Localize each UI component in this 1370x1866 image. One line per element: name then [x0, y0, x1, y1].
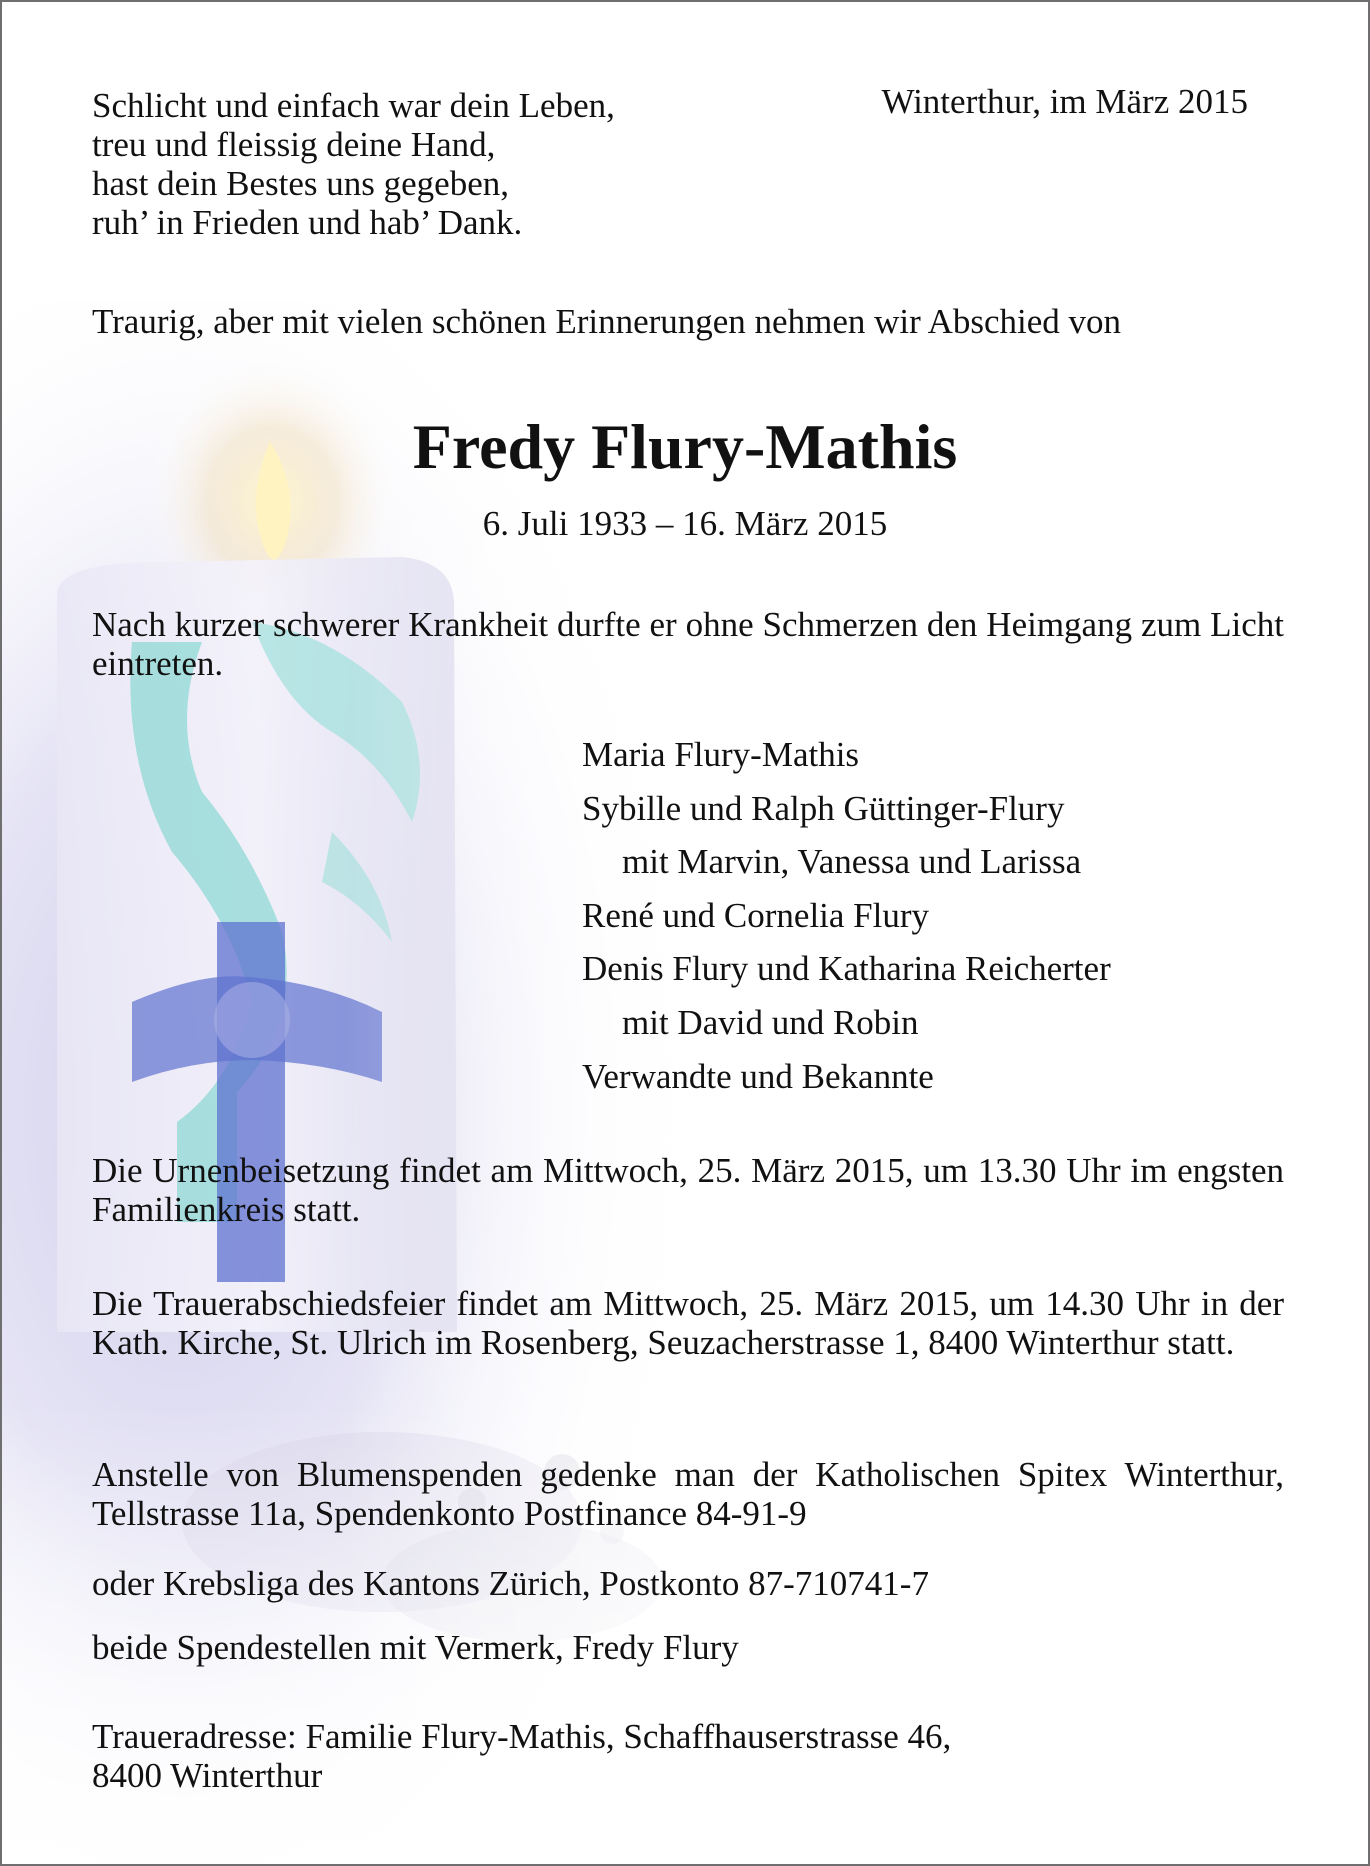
donations-note: beide Spendestellen mit Vermerk, Fredy Flury — [92, 1628, 739, 1667]
family-member: Maria Flury-Mathis — [582, 735, 860, 774]
life-dates: 6. Juli 1933 – 16. März 2015 — [482, 504, 888, 543]
family-member: Denis Flury und Katharina Reicherter — [582, 949, 1111, 989]
deceased-name: Fredy Flury-Mathis — [412, 411, 958, 482]
donations-text: Anstelle von Blumenspenden gedenke man der Katholischen Spitex Winterthur, Tellstrasse 11a, Spendenkonto Postfinance 84-91-9 — [92, 1455, 1284, 1533]
poem — [92, 86, 615, 242]
family-member: Sybille und Ralph Güttinger-Flury — [582, 788, 1065, 828]
family-member: Verwandte und Bekannte — [582, 1056, 934, 1096]
address-line: Traueradresse: Familie Flury-Mathis, Schaffhauserstrasse 46, — [92, 1717, 952, 1756]
donations-alt-text: oder Krebsliga des Kantons Zürich, Postkonto 87-710741-7 — [92, 1564, 929, 1603]
address-line: 8400 Winterthur — [92, 1756, 323, 1795]
poem-line: Schlicht und einfach war dein Leben, — [92, 86, 615, 125]
family-member: René und Cornelia Flury — [582, 895, 930, 935]
place-date: Winterthur, im März 2015 — [881, 82, 1248, 121]
mourning-address — [92, 1717, 951, 1795]
family-member: mit David und Robin — [622, 1002, 919, 1042]
intro-text: Traurig, aber mit vielen schönen Erinnerungen nehmen wir Abschied von — [92, 302, 1122, 341]
poem-line: ruh’ in Frieden und hab’ Dank. — [92, 203, 523, 242]
passing-text: Nach kurzer schwerer Krankheit durfte er ohne Schmerzen den Heimgang zum Licht eintreten. — [92, 605, 1284, 683]
farewell-service-text: Die Trauerabschiedsfeier findet am Mittwoch, 25. März 2015, um 14.30 Uhr in der Kath. Kirche, St. Ulrich im Rosenberg, Seuzacherstrasse 1, 8400 Winterthur statt. — [92, 1284, 1284, 1362]
family-member: mit Marvin, Vanessa und Larissa — [622, 842, 1082, 882]
family-list — [582, 735, 1111, 1110]
urn-burial-text: Die Urnenbeisetzung findet am Mittwoch, 25. März 2015, um 13.30 Uhr im engsten Familienkreis statt. — [92, 1151, 1284, 1229]
poem-line: treu und fleissig deine Hand, — [92, 125, 496, 164]
poem-line: hast dein Bestes uns gegeben, — [92, 164, 509, 203]
